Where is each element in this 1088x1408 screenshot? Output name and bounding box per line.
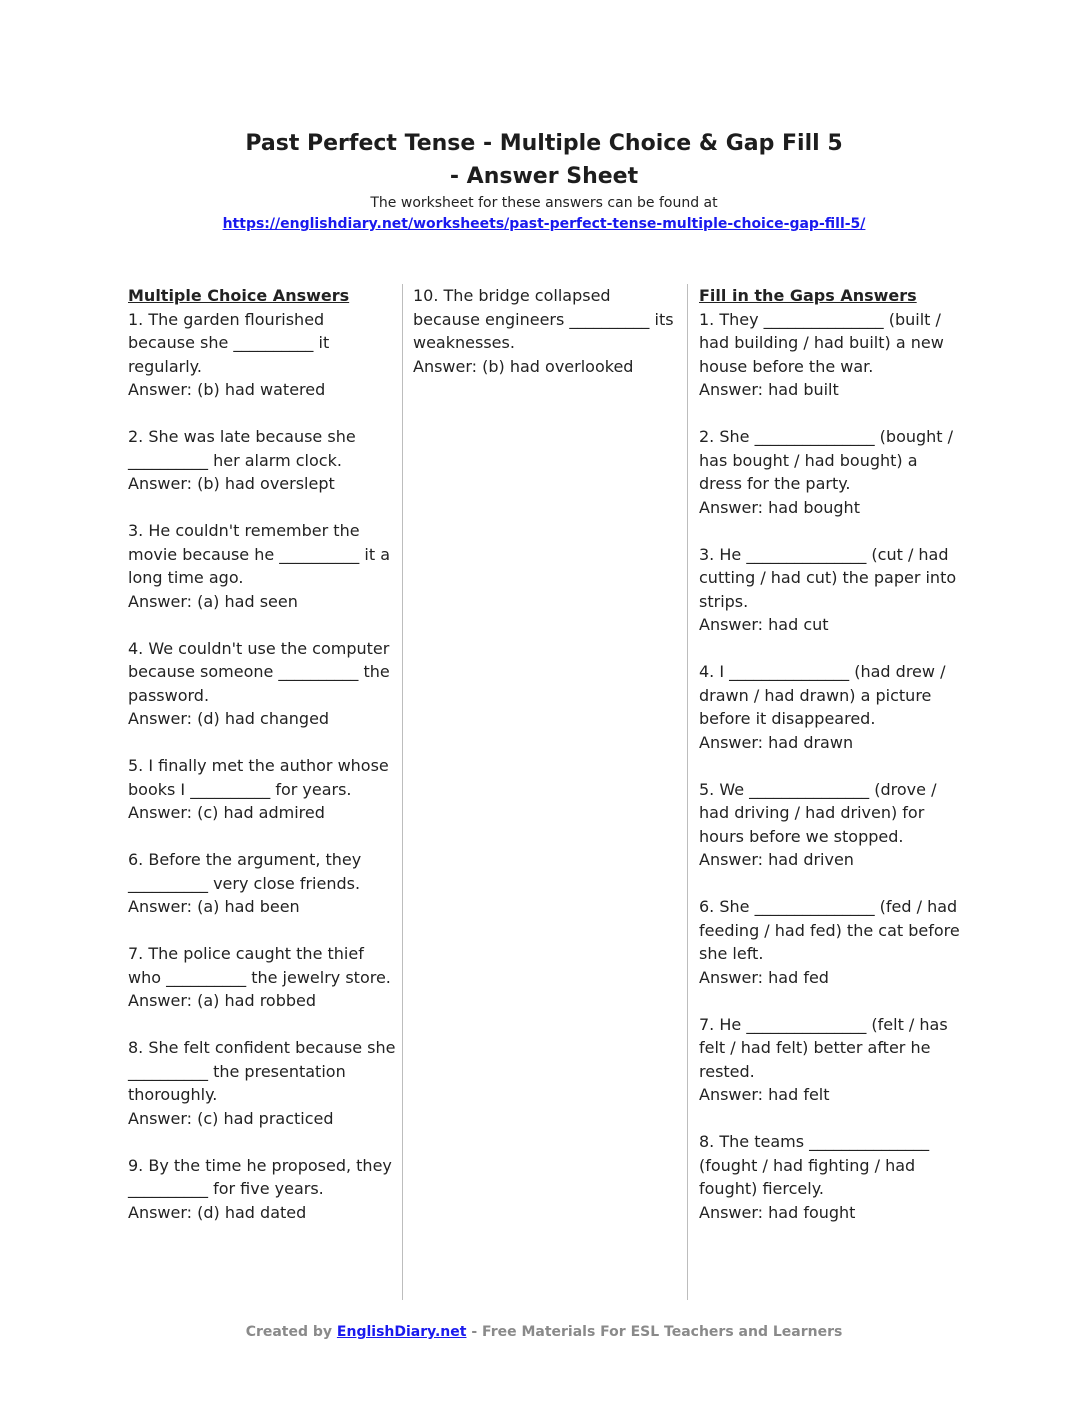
gap-item-3 [699,543,961,637]
gap-question-3: 3. He _______________ (cut / had cutting / had cut) the paper into strips. [699,544,957,611]
mc-item-8 [128,1036,396,1130]
fill-gaps-heading: Fill in the Gaps Answers [699,286,917,305]
mc-question-10: 10. The bridge collapsed because engineers __________ its weaknesses. [413,286,674,352]
footer [0,1322,1088,1342]
mc-item-10 [413,284,681,378]
gap-question-7: 7. He _______________ (felt / has felt / had felt) better after he rested. [699,1014,948,1081]
gap-answer-1: Answer: had built [699,380,839,399]
gap-item-5 [699,778,961,872]
mc-item-4 [128,637,396,731]
gap-question-4: 4. I _______________ (had drew / drawn / had drawn) a picture before it disappeared. [699,662,946,728]
page-subtitle: The worksheet for these answers can be found at [370,195,718,211]
gap-answer-5: Answer: had driven [699,850,854,869]
gap-answer-3: Answer: had cut [699,615,829,634]
mc-answer-8: Answer: (c) had practiced [128,1108,334,1128]
gap-question-1: 1. They _______________ (built / had building / had built) a new house before the war. [699,309,944,376]
mc-answer-2: Answer: (b) had overslept [128,474,335,493]
multiple-choice-heading: Multiple Choice Answers [128,286,350,305]
mc-item-1 [128,308,396,402]
gap-item-2 [699,425,961,519]
gap-item-7 [699,1013,961,1107]
mc-item-9 [128,1154,396,1225]
footer-prefix: Created by [245,1324,337,1340]
mc-question-3: 3. He couldn't remember the movie because he __________ it a long time ago. [128,521,390,587]
mc-question-4: 4. We couldn't use the computer because someone __________ the password. [128,638,390,705]
page-title-line-2: - Answer Sheet [449,164,639,189]
mc-question-8: 8. She felt confident because she __________ the presentation thoroughly. [128,1038,396,1104]
gap-question-6: 6. She _______________ (fed / had feeding / had fed) the cat before she left. [699,897,960,963]
mc-item-3 [128,519,396,613]
multiple-choice-column [128,284,396,1248]
gap-answer-7: Answer: had felt [699,1085,830,1104]
worksheet-link[interactable]: https://englishdiary.net/worksheets/past-perfect-tense-multiple-choice-gap-fill-5/ [222,216,866,232]
gap-item-4 [699,660,961,754]
mc-item-5 [128,754,396,825]
mc-question-7: 7. The police caught the thief who __________ the jewelry store. [128,944,391,987]
mc-item-6 [128,848,396,919]
multiple-choice-continued-column [413,284,681,402]
gap-answer-6: Answer: had fed [699,967,829,987]
column-divider-1 [402,284,403,1300]
mc-question-1: 1. The garden flourished because she __________ it regularly. [128,309,330,376]
gap-item-1 [699,308,961,402]
footer-site-link[interactable]: EnglishDiary.net [336,1324,467,1340]
mc-question-6: 6. Before the argument, they __________ very close friends. [128,850,362,893]
mc-item-2 [128,425,396,496]
gap-answer-2: Answer: had bought [699,497,860,517]
footer-suffix: - Free Materials For ESL Teachers and Learners [466,1324,843,1340]
mc-answer-9: Answer: (d) had dated [128,1202,307,1222]
fill-gaps-column [699,284,961,1248]
mc-question-9: 9. By the time he proposed, they __________ for five years. [128,1155,392,1198]
source-link-wrapper [0,214,1088,234]
gap-item-8 [699,1130,961,1224]
gap-answer-4: Answer: had drawn [699,732,854,752]
gap-answer-8: Answer: had fought [699,1202,856,1222]
mc-answer-6: Answer: (a) had been [128,897,300,916]
gap-question-8: 8. The teams _______________ (fought / had fighting / had fought) fiercely. [699,1132,930,1198]
gap-question-2: 2. She _______________ (bought / has bought / had bought) a dress for the party. [699,427,954,493]
mc-answer-3: Answer: (a) had seen [128,591,298,611]
mc-item-7 [128,942,396,1013]
mc-answer-5: Answer: (c) had admired [128,803,325,822]
mc-question-2: 2. She was late because she __________ her alarm clock. [128,427,356,470]
mc-answer-1: Answer: (b) had watered [128,380,326,399]
column-divider-2 [687,284,688,1300]
mc-question-5: 5. I finally met the author whose books I __________ for years. [128,756,389,799]
gap-question-5: 5. We _______________ (drove / had driving / had driven) for hours before we stopped. [699,779,937,846]
mc-answer-10: Answer: (b) had overlooked [413,356,634,376]
mc-answer-4: Answer: (d) had changed [128,709,330,728]
page-title-line-1: Past Perfect Tense - Multiple Choice & Gap Fill 5 [245,131,843,156]
gap-item-6 [699,895,961,989]
mc-answer-7: Answer: (a) had robbed [128,991,317,1010]
